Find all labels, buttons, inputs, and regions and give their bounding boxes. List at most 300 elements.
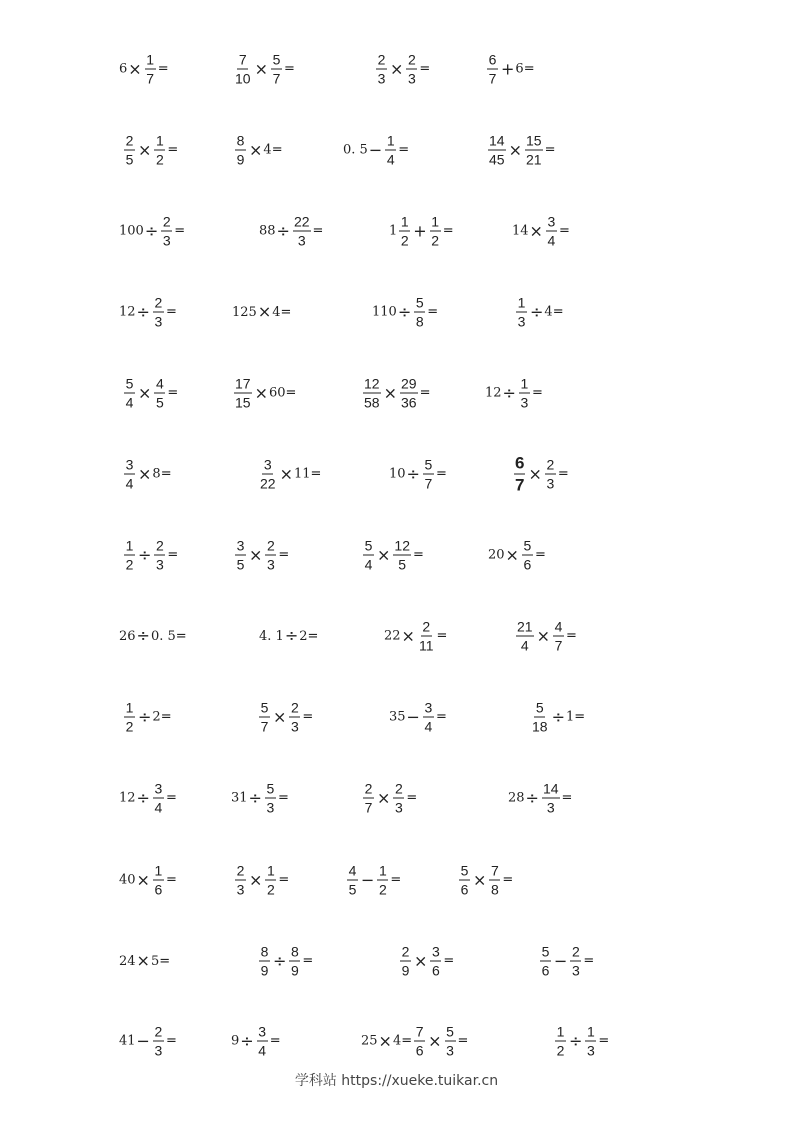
operator: × <box>273 707 287 726</box>
denominator: 3 <box>266 799 275 816</box>
denominator: 3 <box>154 313 163 330</box>
denominator: 4 <box>258 1042 267 1059</box>
denominator: 4 <box>386 151 395 168</box>
denominator: 6 <box>460 881 469 898</box>
numerator: 4 <box>156 375 164 392</box>
denominator: 11 <box>418 637 434 654</box>
equals-sign: = <box>174 223 186 239</box>
operator: × <box>528 464 542 483</box>
fraction <box>399 215 410 248</box>
number: 12 <box>485 385 502 401</box>
operator: × <box>249 870 263 889</box>
numerator: 22 <box>293 213 310 230</box>
numerator: 15 <box>525 132 542 149</box>
numerator: 1 <box>386 132 395 149</box>
denominator: 10 <box>235 70 251 87</box>
denominator: 2 <box>400 232 409 249</box>
expression-4-4 <box>514 296 564 329</box>
fraction <box>488 134 506 167</box>
numerator: 2 <box>364 780 373 797</box>
operator: × <box>401 626 415 645</box>
fraction <box>489 864 500 897</box>
numerator: 1 <box>400 213 409 230</box>
equals-sign: = <box>165 1033 177 1049</box>
fraction <box>445 1025 456 1058</box>
numerator: 7 <box>491 862 499 879</box>
numerator: 1 <box>146 51 155 68</box>
equals-sign: = <box>398 142 410 158</box>
operator: × <box>279 464 293 483</box>
operator: ÷ <box>136 626 150 645</box>
equals-sign: = <box>271 142 283 158</box>
denominator: 7 <box>146 70 155 87</box>
equals-sign: = <box>269 1033 281 1049</box>
fraction <box>154 377 165 410</box>
numerator: 1 <box>520 375 529 392</box>
numerator: 5 <box>272 51 281 68</box>
fraction <box>540 945 551 978</box>
numerator: 5 <box>260 699 269 716</box>
operator: × <box>383 383 397 402</box>
numerator: 14 <box>489 132 505 149</box>
operator: ÷ <box>144 221 159 240</box>
denominator: 7 <box>554 637 563 654</box>
equals-sign: = <box>435 709 447 725</box>
fraction <box>271 53 282 86</box>
denominator: 5 <box>125 151 134 168</box>
expression-1-4 <box>485 53 535 86</box>
number: 0. 5 <box>343 142 368 158</box>
operator: − <box>136 1031 150 1050</box>
operator: ÷ <box>240 1031 254 1050</box>
fraction <box>235 864 246 897</box>
number: 2 <box>152 709 161 725</box>
operator: − <box>361 870 375 889</box>
expression-7-1 <box>122 539 178 572</box>
operator: × <box>378 1031 392 1050</box>
numerator: 2 <box>408 51 416 68</box>
equals-sign: = <box>502 872 514 888</box>
fraction <box>363 539 374 572</box>
fraction <box>418 620 435 653</box>
numerator: 3 <box>154 780 163 797</box>
operator: × <box>254 59 268 78</box>
equals-sign: = <box>523 61 535 77</box>
expression-9-2 <box>257 701 313 734</box>
fraction <box>585 1025 596 1058</box>
denominator: 3 <box>446 1042 454 1059</box>
expression-10-3 <box>361 782 417 815</box>
fraction <box>124 539 135 572</box>
fraction <box>546 215 557 248</box>
denominator: 2 <box>379 881 387 898</box>
expression-8-1 <box>119 628 187 644</box>
operator: × <box>377 545 391 564</box>
equals-sign: = <box>552 304 564 320</box>
denominator: 6 <box>523 556 532 573</box>
fraction <box>259 945 270 978</box>
numerator: 2 <box>572 943 580 960</box>
operator: ÷ <box>406 464 420 483</box>
denominator: 4 <box>154 799 163 816</box>
fraction <box>430 215 441 248</box>
fraction <box>542 782 560 815</box>
equals-sign: = <box>280 304 292 320</box>
operator: ÷ <box>502 383 516 402</box>
fraction <box>153 782 164 815</box>
expression-7-3 <box>361 539 424 572</box>
fraction <box>161 215 172 248</box>
number: 8 <box>152 466 161 482</box>
equals-sign: = <box>558 223 570 239</box>
equals-sign: = <box>401 1033 413 1049</box>
fraction <box>363 377 381 410</box>
fraction <box>423 701 434 734</box>
operator: ÷ <box>397 302 412 321</box>
numerator: 5 <box>266 780 275 797</box>
denominator: 3 <box>408 70 416 87</box>
fraction <box>430 945 441 978</box>
operator: ÷ <box>136 788 150 807</box>
numerator: 12 <box>394 537 410 554</box>
equals-sign: = <box>159 953 171 969</box>
number: 9 <box>231 1033 240 1049</box>
numerator: 2 <box>162 213 171 230</box>
fraction <box>154 134 165 167</box>
fraction <box>235 134 246 167</box>
number: 1 <box>565 709 575 725</box>
expression-4-2 <box>232 304 291 320</box>
expression-10-4 <box>508 782 572 815</box>
fraction <box>145 53 156 86</box>
equals-sign: = <box>412 547 424 563</box>
equals-sign: = <box>557 466 569 482</box>
equals-sign: = <box>312 223 324 239</box>
denominator: 3 <box>377 70 386 87</box>
operator: × <box>529 221 543 240</box>
operator: + <box>501 59 515 78</box>
numerator: 12 <box>364 375 380 392</box>
operator: × <box>414 951 428 970</box>
expression-11-2 <box>233 864 289 897</box>
numerator: 5 <box>415 294 424 311</box>
equals-sign: = <box>157 61 169 77</box>
numerator: 2 <box>125 132 134 149</box>
fraction <box>400 377 418 410</box>
operator: × <box>428 1031 442 1050</box>
number: 12 <box>119 304 136 320</box>
denominator: 3 <box>546 475 555 492</box>
number: 88 <box>259 223 276 239</box>
denominator: 9 <box>260 962 269 979</box>
operator: × <box>128 59 142 78</box>
numerator: 3 <box>125 456 134 473</box>
number: 11 <box>293 466 311 482</box>
equals-sign: = <box>302 953 314 969</box>
numerator: 8 <box>236 132 245 149</box>
denominator: 6 <box>541 962 550 979</box>
numerator: 1 <box>556 1023 565 1040</box>
fraction <box>124 134 135 167</box>
numerator: 3 <box>432 943 440 960</box>
expression-5-4 <box>485 377 543 410</box>
fraction <box>393 782 404 815</box>
expression-8-3 <box>384 620 447 653</box>
numerator: 5 <box>125 375 134 392</box>
operator: × <box>136 951 150 970</box>
number: 6 <box>119 61 128 77</box>
denominator: 5 <box>156 394 164 411</box>
denominator: 3 <box>162 232 171 249</box>
denominator: 8 <box>415 313 424 330</box>
fraction <box>376 53 387 86</box>
expression-3-1 <box>119 215 185 248</box>
expression-5-1 <box>122 377 178 410</box>
numerator: 1 <box>517 294 526 311</box>
denominator: 7 <box>424 475 433 492</box>
numerator: 2 <box>546 456 555 473</box>
numerator: 5 <box>424 456 433 473</box>
equals-sign: = <box>565 628 577 644</box>
number: 10 <box>389 466 406 482</box>
operator: × <box>249 140 263 159</box>
equals-sign: = <box>302 709 314 725</box>
denominator: 2 <box>125 556 134 573</box>
equals-sign: = <box>544 142 556 158</box>
operator: × <box>536 626 550 645</box>
numerator: 2 <box>291 699 299 716</box>
fraction <box>414 296 425 329</box>
denominator: 3 <box>546 799 555 816</box>
numerator: 5 <box>364 537 373 554</box>
expression-3-2 <box>259 215 323 248</box>
equals-sign: = <box>160 466 172 482</box>
numerator: 1 <box>587 1023 595 1040</box>
operator: × <box>505 545 519 564</box>
numerator: 6 <box>488 51 497 68</box>
denominator: 3 <box>572 962 580 979</box>
operator: × <box>508 140 522 159</box>
denominator: 8 <box>491 881 499 898</box>
equals-sign: = <box>561 790 573 806</box>
number: 2 <box>299 628 308 644</box>
expression-7-2 <box>233 539 289 572</box>
numerator: 2 <box>422 618 431 635</box>
fraction <box>377 864 388 897</box>
numerator: 2 <box>377 51 386 68</box>
denominator: 5 <box>348 881 357 898</box>
numerator: 14 <box>542 780 559 797</box>
fraction <box>265 539 276 572</box>
expression-3-3 <box>389 215 454 248</box>
number: 31 <box>231 790 248 806</box>
numerator: 5 <box>541 943 550 960</box>
operator: ÷ <box>569 1031 583 1050</box>
numerator: 5 <box>460 862 469 879</box>
denominator: 4 <box>547 232 556 249</box>
expression-11-1 <box>119 864 177 897</box>
denominator: 7 <box>364 799 373 816</box>
expression-6-3 <box>389 458 447 491</box>
numerator: 1 <box>267 862 275 879</box>
denominator: 45 <box>489 151 505 168</box>
denominator: 5 <box>236 556 245 573</box>
fraction <box>347 864 358 897</box>
expression-1-2 <box>232 53 295 86</box>
fraction <box>487 53 498 86</box>
fraction <box>393 539 411 572</box>
equals-sign: = <box>277 790 289 806</box>
expression-5-2 <box>232 377 296 410</box>
denominator: 6 <box>432 962 440 979</box>
equals-sign: = <box>457 1033 469 1049</box>
numerator: 5 <box>523 537 532 554</box>
denominator: 7 <box>515 475 525 495</box>
equals-sign: = <box>534 547 546 563</box>
denominator: 4 <box>424 718 433 735</box>
equals-sign: = <box>442 223 454 239</box>
equals-sign: = <box>165 872 177 888</box>
denominator: 3 <box>587 1042 595 1059</box>
number: 41 <box>119 1033 136 1049</box>
denominator: 3 <box>154 1042 163 1059</box>
number: 60 <box>268 385 286 401</box>
operator: × <box>257 302 272 321</box>
denominator: 9 <box>236 151 245 168</box>
denominator: 9 <box>291 962 299 979</box>
operator: × <box>138 383 152 402</box>
expression-1-3 <box>374 53 430 86</box>
fraction <box>259 701 270 734</box>
expression-5-3 <box>361 377 430 410</box>
number: 25 <box>361 1033 378 1049</box>
numerator: 1 <box>154 862 163 879</box>
expression-9-4 <box>529 701 585 734</box>
number: 20 <box>488 547 505 563</box>
expression-6-4 <box>512 455 569 494</box>
equals-sign: = <box>598 1033 610 1049</box>
numerator: 2 <box>401 943 410 960</box>
equals-sign: = <box>285 385 297 401</box>
number: 1 <box>389 223 398 239</box>
numerator: 5 <box>446 1023 454 1040</box>
number: 4 <box>392 1033 402 1049</box>
denominator: 7 <box>260 718 269 735</box>
expression-13-3 <box>361 1025 468 1058</box>
numerator: 29 <box>400 375 417 392</box>
fraction <box>459 864 470 897</box>
number: 40 <box>119 872 136 888</box>
number: 4 <box>272 304 281 320</box>
numerator: 1 <box>125 699 134 716</box>
numerator: 17 <box>235 375 251 392</box>
expression-12-3 <box>398 945 454 978</box>
numerator: 4 <box>348 862 357 879</box>
equals-sign: = <box>435 466 447 482</box>
fraction <box>531 701 549 734</box>
numerator: 7 <box>238 51 247 68</box>
denominator: 4 <box>125 475 134 492</box>
fraction <box>153 1025 164 1058</box>
equals-sign: = <box>167 547 179 563</box>
operator: − <box>368 140 383 159</box>
number: 110 <box>372 304 397 320</box>
numerator: 2 <box>267 537 275 554</box>
fraction <box>124 377 135 410</box>
fraction <box>363 782 374 815</box>
fraction <box>516 296 527 329</box>
operator: × <box>390 59 404 78</box>
fraction <box>385 134 396 167</box>
expression-13-2 <box>231 1025 281 1058</box>
fraction <box>516 620 534 653</box>
fraction <box>555 1025 566 1058</box>
fraction <box>522 539 533 572</box>
fraction <box>289 945 300 978</box>
denominator: 18 <box>532 718 548 735</box>
operator: × <box>377 788 391 807</box>
numerator: 2 <box>154 294 163 311</box>
equals-sign: = <box>406 790 418 806</box>
denominator: 3 <box>156 556 164 573</box>
number: 5 <box>150 953 160 969</box>
number: 6 <box>515 61 524 77</box>
fraction <box>257 1025 268 1058</box>
numerator: 1 <box>431 213 440 230</box>
fraction <box>289 701 300 734</box>
footer-watermark: 学科站 https://xueke.tuikar.cn <box>294 1073 499 1089</box>
fraction <box>545 458 556 491</box>
operator: ÷ <box>525 788 539 807</box>
number: 4 <box>544 304 553 320</box>
fraction <box>293 215 311 248</box>
equals-sign: = <box>167 142 179 158</box>
denominator: 58 <box>364 394 380 411</box>
expression-12-2 <box>257 945 313 978</box>
numerator: 7 <box>415 1023 424 1040</box>
expression-13-4 <box>553 1025 609 1058</box>
expression-9-1 <box>122 701 172 734</box>
numerator: 2 <box>236 862 245 879</box>
denominator: 2 <box>156 151 164 168</box>
denominator: 4 <box>125 394 134 411</box>
operator: ÷ <box>273 951 287 970</box>
fraction <box>265 782 276 815</box>
expression-6-2 <box>257 458 321 491</box>
expression-7-4 <box>488 539 546 572</box>
denominator: 3 <box>520 394 529 411</box>
numerator: 3 <box>424 699 433 716</box>
operator: × <box>473 870 487 889</box>
numerator: 1 <box>156 132 164 149</box>
operator: ÷ <box>136 302 150 321</box>
numerator: 3 <box>547 213 556 230</box>
equals-sign: = <box>574 709 586 725</box>
denominator: 6 <box>415 1042 424 1059</box>
number: 12 <box>119 790 136 806</box>
number: 4. 1 <box>259 628 284 644</box>
operator: ÷ <box>551 707 565 726</box>
equals-sign: = <box>278 547 290 563</box>
fraction <box>514 455 525 494</box>
denominator: 4 <box>520 637 529 654</box>
equals-sign: = <box>167 385 179 401</box>
denominator: 3 <box>297 232 306 249</box>
equals-sign: = <box>165 304 177 320</box>
denominator: 15 <box>235 394 251 411</box>
expression-12-4 <box>538 945 594 978</box>
numerator: 5 <box>535 699 544 716</box>
